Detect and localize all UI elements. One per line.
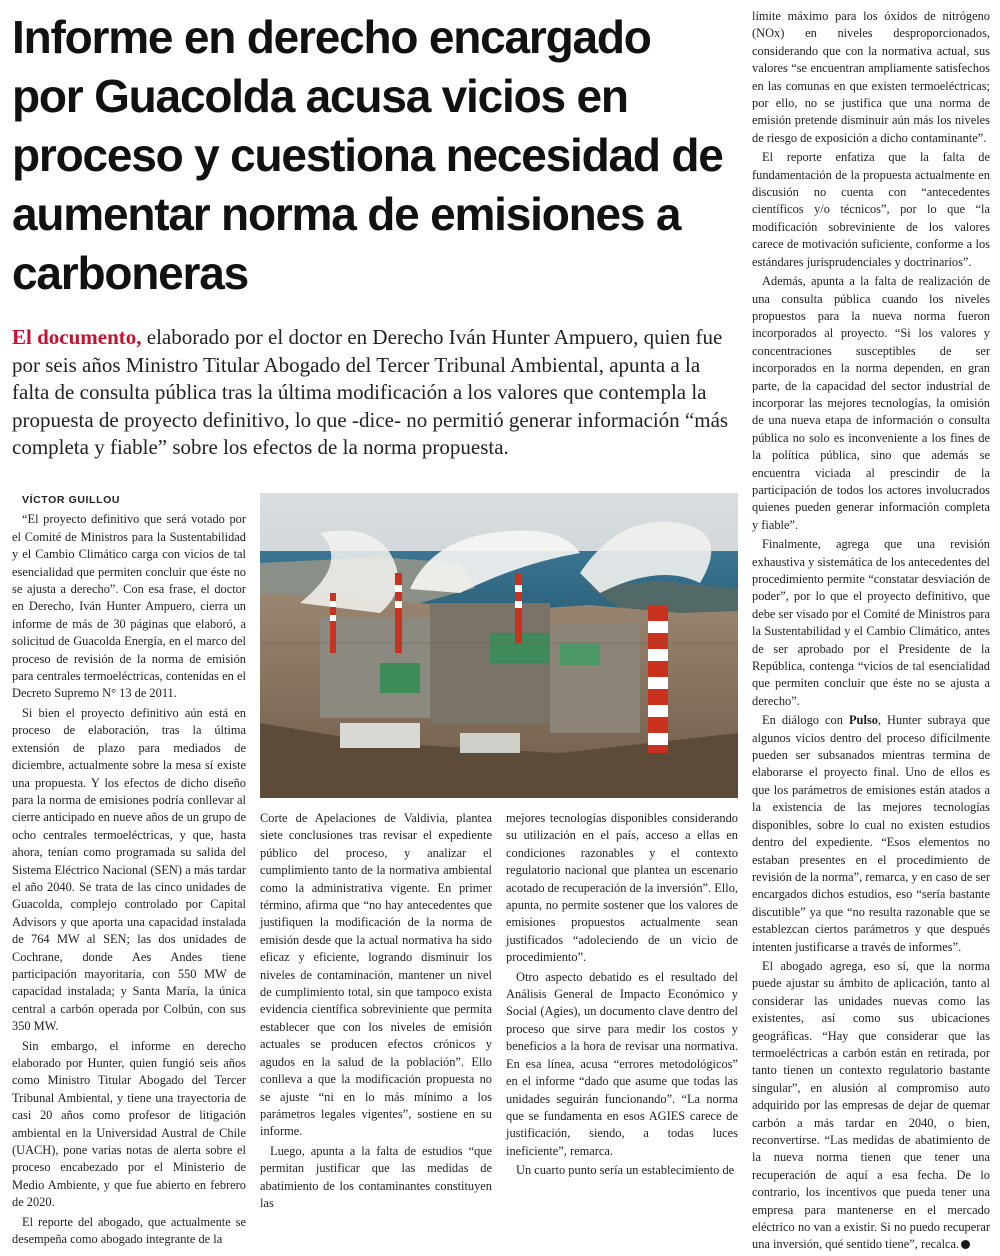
paragraph: “El proyecto definitivo que será votado por el Comité de Ministros para la Sustentabilidad y el Cambio Climático carga con vicios de tal esencialidad que permiten concluir que éste no se ajusta a derecho”. Con esa frase, el doctor en Derecho, Iván Hunter Ampuero, cierra un informe de más de 30 páginas que elaboró, a solicitud de Guacolda Energía, en el marco del proceso de revisión de la norma de emisión para centrales termoeléctricas, contenidas en el Decreto Supremo N° 13 de 2011. bbox=[12, 512, 246, 701]
byline: VÍCTOR GUILLOU bbox=[22, 494, 121, 506]
headline: Informe en derecho encargado por Guacolda acusa vicios en proceso y cuestiona necesidad de aumentar norma de emisiones a carboneras bbox=[12, 11, 723, 299]
paragraph: Además, apunta a la falta de realización de una consulta pública cuando los niveles propuestos para la nueva norma fueron incorporados al proyecto. “Si los valores y concentraciones susceptibles de ser incorporados en la norma dependen, en gran parte, de la capacidad del sector industrial de incorporar las mejores tecnologías, la omisión de una nueva etapa de información o consulta pública no solo es inconveniente a los fines de la política pública, sino que además se encuentra viciada al prescindir de la participación de todos los actores involucrados quienes pueden generar información completa y fiable”. bbox=[752, 274, 990, 532]
paragraph: El reporte enfatiza que la falta de fundamentación de la propuesta actualmente en discusión no cuenta con “antecedentes científicos y/o técnicos”, por lo que “la modificación sobreviniente de los valores carece de motivación suficiente, conforme a los estándares jurisprudenciales y doctrinarios”. bbox=[752, 150, 990, 269]
paragraph: Finalmente, agrega que una revisión exhaustiva y sistemática de los antecedentes del procedimiento permite “constatar desviación de poder”, por lo que el proyecto definitivo, que debe ser visado por el Comité de Ministros para la Sustentabilidad y el Cambio Climático, antes de ser aprobado por el Presidente de la República, contenga “vicios de tal esencialidad que permiten concluir que éste no se ajusta a derecho”. bbox=[752, 537, 990, 708]
deck-text: elaborado por el doctor en Derecho Iván Hunter Ampuero, quien fue por seis años Ministro Titular Abogado del Tercer Tribunal Ambiental, apunta a la falta de consulta pública tras la última modificación a los valores que contempla la propuesta de proyecto definitivo, lo que -dice- no permitió generar información “más completa y fiable” sobre los efectos de la norma propuesta. bbox=[12, 325, 729, 459]
paragraph: Corte de Apelaciones de Valdivia, plantea siete conclusiones tras revisar el expediente público del proceso, y analizar el cumplimiento tanto de la normativa ambiental como la administrativa vigente. En primer término, afirma que “no hay antecedentes que justifiquen la modificación de la norma de emisión desde que la actual normativa ha sido eficaz y eficiente, logrando disminuir los niveles de contaminación, mantener un nivel de cumplimiento total, sin que tampoco exista evidencia científica sobreviniente que permita establecer que con los niveles de emisión actuales se producen efectos crónicos y agudos en la salud de la población”. Ello conlleva a que la modificación propuesta no se ajuste “ni en lo más mínimo a los parámetros legales vigentes”, sostiene en su informe. bbox=[260, 811, 492, 1139]
column-3 bbox=[506, 810, 738, 1182]
outlet-name: Pulso bbox=[848, 713, 878, 728]
dialog-pre: En diálogo con bbox=[762, 713, 849, 728]
paragraph bbox=[752, 712, 990, 956]
power-plant-photo bbox=[260, 493, 738, 798]
column-2 bbox=[260, 810, 492, 1214]
deck-lead: El documento, bbox=[12, 325, 142, 349]
last-paragraph-text: El abogado agrega, eso sí, que la norma puede ajustar su ámbito de aplicación, tanto al considerar las unidades nuevas como las existentes, así como sus ubicaciones geográficas. “Hay que considerar que las termoeléctricas a carbón están en retirada, por tanto tienen un contexto regulatorio bastante singular”, en alusión al compromiso auto adquirido por las empresas de dejar de quemar carbón a más tardar en 2040, o bien, reconvertirse. “Las medidas de abatimiento de la nueva norma tienen que tener una recuperación de aquí a esa fecha. De lo contrario, los incentivos que pueda tener una empresa para mantenerse en el mercado eléctrico no van a existir. Si no puedo recuperar una inversión, qué sentido tiene”, recalca. bbox=[752, 958, 990, 1252]
paragraph: Otro aspecto debatido es el resultado del Análisis General de Impacto Económico y Social (Agies), un documento clave dentro del proceso que sirve para medir los costos y beneficios a la hora de revisar una normativa. En esa línea, acusa “errores metodológicos” en el informe “dado que asume que todas las unidades seguirán funcionando”. “La norma que se fundamenta en esos AGIES carece de justificación, siendo, a todas luces ineficiente”, remarca. bbox=[506, 969, 738, 1158]
paragraph: Un cuarto punto sería un establecimiento de bbox=[516, 1163, 735, 1178]
dialog-post: , Hunter subraya que algunos vicios dentro del proceso difícilmente pueden ser subsanados mientras termina de elaborarse el proyecto final. Uno de ellos es que los parámetros de emisiones están atados a la existencia de las mejores tecnologías disponibles, sobre lo cual no existen estudios dentro del expediente. “Esos elementos no estaban presentes en el procedimiento de revisión de la norma”, remarca, y en caso de ser encargados dichos estudios, eso “sería bastante discutible” ya que “no resulta razonable que se establezcan ciertos parámetros y que después intenten justificarse a través de informes”. bbox=[752, 713, 990, 954]
paragraph bbox=[752, 958, 990, 1254]
paragraph: límite máximo para los óxidos de nitrógeno (NOx) en niveles desproporcionados, considerando que con la normativa actual, sus valores “se encuentran ampliamente satisfechos en las comunas en que existen termoeléctricas; por ello, no se justifica que una norma de emisión pretende disminuir aún más los niveles de riesgo de exposición a dicho contaminante”. bbox=[752, 9, 990, 145]
paragraph: Si bien el proyecto definitivo aún está en proceso de elaboración, tras la última extensión de plazo para mediados de diciembre, actualmente sobre la mesa sí existe una propuesta. Y los efectos de dicho diseño para la norma de emisiones podría conllevar al cierre anticipado en nueve años de un grupo de ocho centrales termoeléctricas, y que, hasta ahora, tenían como programada su salida del Sistema Eléctrico Nacional (SEN) a más tardar el año 2040. Se trata de las cinco unidades de Guacolda, complejo controlado por Capital Advisors y que aporta una capacidad instalada de 764 MW al SEN; las dos unidades de Cochrane, donde Aes Andes tiene participación mayoritaria, con 550 MW de capacidad instalada; y Santa María, la única central a carbón operada por Colbún, con sus 350 MW. bbox=[12, 705, 246, 1034]
paragraph: Sin embargo, el informe en derecho elaborado por Hunter, quien fungió seis años como Ministro Titular Abogado del Tercer Tribunal Ambiental, y tiene una trayectoria de casi 20 años como profesor de litigación ambiental en la Universidad Austral de Chile (UACH), pone varias notas de alerta sobre el proceso encabezado por el Ministerio de Medio Ambiente, y que fue abierto en febrero de 2020. bbox=[12, 1038, 246, 1210]
column-4 bbox=[752, 8, 990, 1256]
column-1 bbox=[12, 492, 246, 1250]
paragraph: mejores tecnologías disponibles considerando su utilización en el país, acceso a ellas en condiciones razonables y el contexto regulatorio nacional que plantea un escenario acotado de recuperación de la inversión”. Ello, apunta, no permite sostener que los valores de emisiones propuestos actualmente sean justificados “adoleciendo de un vicio de procedimiento”. bbox=[506, 811, 738, 965]
paragraph: Luego, apunta a la falta de estudios “que permitan justificar que las medidas de abatimiento de los contaminantes constituyen las bbox=[260, 1143, 492, 1210]
paragraph: El reporte del abogado, que actualmente se desempeña como abogado integrante de la bbox=[12, 1214, 246, 1247]
deck bbox=[12, 324, 734, 462]
pulso-end-icon bbox=[961, 1240, 970, 1249]
